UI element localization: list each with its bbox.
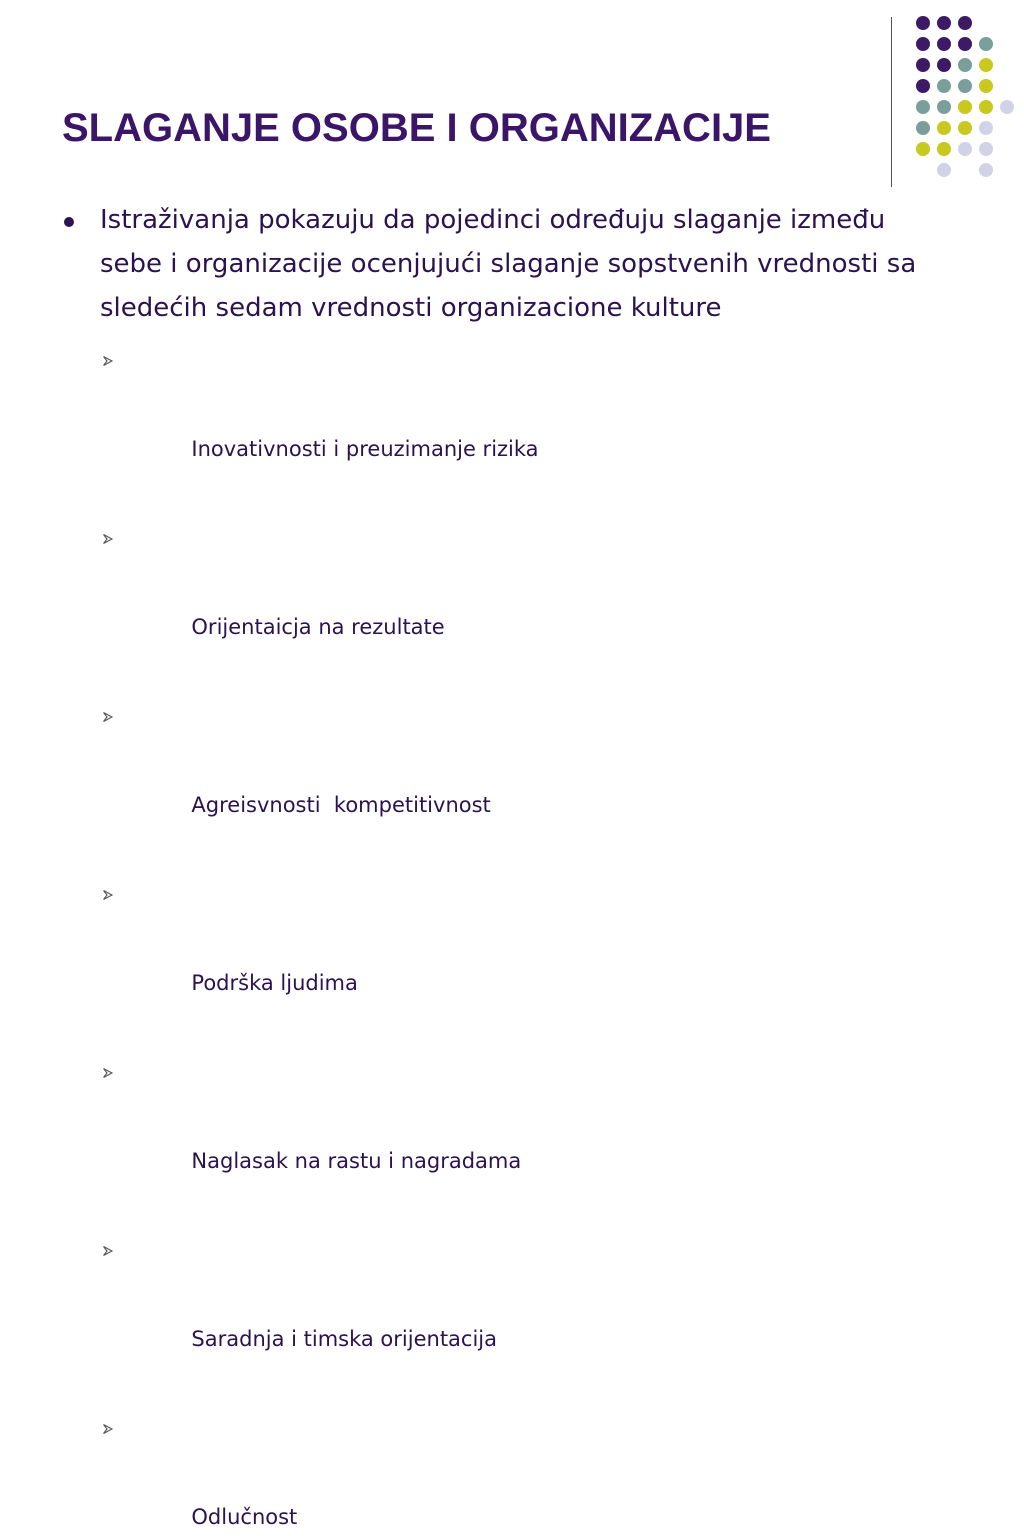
- arrow-bullet-icon: [102, 1245, 114, 1257]
- decorative-dot: [958, 142, 972, 156]
- arrow-bullet-icon: [102, 711, 114, 723]
- decorative-dot: [916, 79, 930, 93]
- sub-bullet-item: [62, 338, 922, 516]
- sub-bullet-item: [62, 1406, 922, 1536]
- decorative-dot: [937, 142, 951, 156]
- sub-bullet-label: Naglasak na rastu i nagradama: [191, 1149, 522, 1173]
- decorative-dot: [937, 58, 951, 72]
- decorative-dot: [916, 121, 930, 135]
- decorative-dot: [958, 58, 972, 72]
- decorative-dot: [958, 100, 972, 114]
- disc-bullet-icon: [64, 217, 74, 227]
- decorative-dot: [916, 58, 930, 72]
- arrow-bullet-icon: [102, 533, 114, 545]
- decorative-dot: [979, 121, 993, 135]
- slide-title: SLAGANJE OSOBE I ORGANIZACIJE: [62, 106, 771, 150]
- arrow-bullet-icon: [102, 889, 114, 901]
- sub-bullet-item: [62, 516, 922, 694]
- decorative-dot: [916, 100, 930, 114]
- sub-bullet-label: Agreisvnosti kompetitivnost: [191, 793, 491, 817]
- decorative-dot: [958, 16, 972, 30]
- arrow-bullet-icon: [102, 1067, 114, 1079]
- decorative-dot: [937, 16, 951, 30]
- main-bullet-item: [62, 198, 922, 330]
- sub-bullet-label: Saradnja i timska orijentacija: [191, 1327, 498, 1351]
- decorative-dot: [979, 163, 993, 177]
- sub-bullet-list: [62, 338, 922, 1536]
- main-bullet-text: Istraživanja pokazuju da pojedinci određuju slaganje između sebe i organizacije ocenjujući slaganje sopstvenih vrednosti sa sledećih sedam vrednosti organizacione kulture: [100, 205, 917, 323]
- sub-bullet-label: Podrška ljudima: [191, 971, 358, 995]
- decorative-dot: [979, 142, 993, 156]
- decorative-dot: [958, 37, 972, 51]
- sub-bullet-label: Orijentaicja na rezultate: [191, 615, 445, 639]
- sub-bullet-label: Inovativnosti i preuzimanje rizika: [191, 437, 539, 461]
- decorative-dot: [1000, 100, 1014, 114]
- decorative-dot: [937, 163, 951, 177]
- sub-bullet-item: [62, 694, 922, 872]
- decorative-dot: [916, 37, 930, 51]
- decorative-dot: [937, 37, 951, 51]
- decorative-dot: [916, 142, 930, 156]
- decorative-dot: [916, 16, 930, 30]
- sub-bullet-item: [62, 872, 922, 1050]
- decorative-dot: [958, 79, 972, 93]
- decorative-dot: [979, 100, 993, 114]
- arrow-bullet-icon: [102, 355, 114, 367]
- title-divider-line: [891, 17, 892, 187]
- slide-body: [62, 198, 922, 1536]
- sub-bullet-item: [62, 1050, 922, 1228]
- decorative-dot: [937, 121, 951, 135]
- decorative-dot: [979, 58, 993, 72]
- decorative-dot: [937, 79, 951, 93]
- arrow-bullet-icon: [102, 1423, 114, 1435]
- sub-bullet-item: [62, 1228, 922, 1406]
- decorative-dot: [937, 100, 951, 114]
- decorative-dot: [958, 121, 972, 135]
- sub-bullet-label: Odlučnost: [191, 1505, 298, 1529]
- decorative-dot: [979, 79, 993, 93]
- decorative-dot: [979, 37, 993, 51]
